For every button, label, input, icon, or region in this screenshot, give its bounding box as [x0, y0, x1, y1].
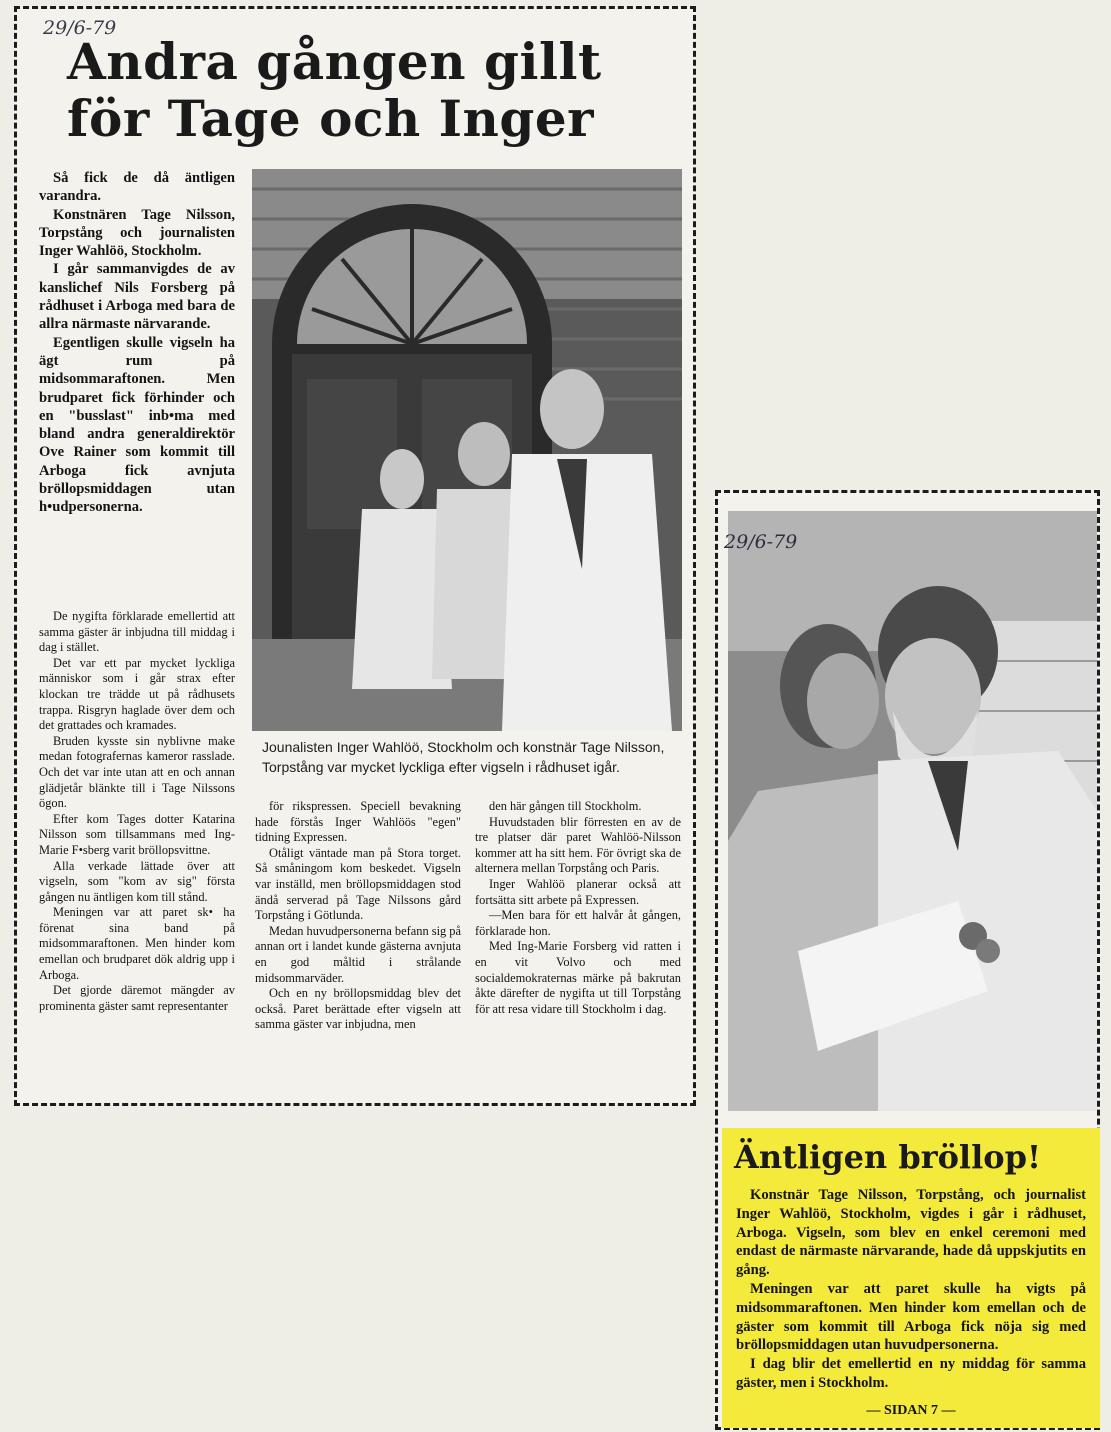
newspaper-clipping-article: [14, 6, 696, 1106]
couple-photo: [728, 511, 1097, 1111]
column-paragraph: Otåligt väntade man på Stora torget. Så småningom kom beskedet. Vigseln var inställd, men bröllopsmiddagen stod ändå serverad på Tage Nilssons gård Torpstång i Götlunda.: [255, 845, 461, 923]
notice-paragraph: I dag blir det emellertid en ny middag för samma gäster, men i Stockholm.: [736, 1356, 1086, 1391]
newspaper-clipping-notice: [715, 490, 1100, 1430]
column-paragraph: Alla verkade lättade över att vigseln, som "kom av sig" första gången nu äntligen kom till stånd.: [39, 858, 235, 904]
page-number: — SIDAN 7 —: [866, 1403, 956, 1418]
column-paragraph: De nygifta förklarade emellertid att samma gäster är inbjudna till middag i dag i stället.: [39, 609, 235, 655]
article-column-3: [475, 799, 681, 1017]
highlighted-notice-box: [722, 1128, 1100, 1428]
column-paragraph: den här gången till Stockholm.: [489, 799, 642, 813]
column-paragraph: —Men bara för ett halvår åt gången, förklarade hon.: [475, 908, 681, 938]
notice-paragraph: Konstnär Tage Nilsson, Torpstång, och journalist Inger Wahlöö, Stockholm, vigdes i går i rådhuset, Arboga. Vigseln, som blev en enkel ceremoni med endast de närmaste närvarande, hade då uppskjutits en gång.: [736, 1187, 1086, 1279]
handwritten-date: 29/6-79: [43, 17, 117, 39]
photo-caption: Jounalisten Inger Wahlöö, Stockholm och konstnär Tage Nilsson, Torpstång var mycket lyckliga efter vigseln i rådhuset igår.: [262, 739, 665, 775]
lede-paragraph: Egentligen skulle vigseln ha ägt rum på midsommaraftonen. Men brudparet fick förhinder och en "busslast" inb•ma med bland andra generaldirektör Ove Rainer som kommit till Arboga fick avnjuta bröllopsmiddagen utan h•udpersonerna.: [39, 334, 235, 516]
article-column-2: [255, 799, 461, 1033]
column-paragraph: Medan huvudpersonerna befann sig på annan ort i landet kunde gästerna avnjuta en god måltid i strålande midsommarväder.: [255, 923, 461, 985]
column-paragraph: Huvudstaden blir förresten en av de tre platser där paret Wahlöö-Nilsson kommer att ha sitt hem. För övrigt ska de alternera mellan Torpstång och Paris.: [475, 814, 681, 876]
lede-paragraph: Konstnären Tage Nilsson, Torpstång och journalisten Inger Wahlöö, Stockholm.: [39, 206, 235, 260]
notice-text: [736, 1186, 1086, 1393]
column-paragraph: för rikspressen. Speciell bevakning hade förstås Inger Wahlöös "egen" tidning Expressen.: [255, 799, 461, 845]
column-paragraph: Det var ett par mycket lyckliga människor som i går strax efter klockan tre trädde ut på rådhusets trappa. Risgryn haglade över dem och det grattades och kramades.: [39, 655, 235, 733]
column-paragraph: Med Ing-Marie Forsberg vid ratten i en vit Volvo och med socialdemokraternas märke på bakrutan åkte därefter de nygifta ut till Torpstång för att resa vidare till Stockholm i dag.: [475, 939, 681, 1016]
article-column-1: [39, 609, 235, 1014]
column-paragraph: Efter kom Tages dotter Katarina Nilsson som tillsammans med Ing-Marie F•sberg varit bröllopsvittne.: [39, 811, 235, 857]
column-paragraph: Meningen var att paret sk• ha förenat sina band på midsommaraftonen. Men hinder kom emellan och brudparet dök aldrig upp i Arboga.: [39, 905, 235, 982]
lede-paragraph: Så fick de då äntligen varandra.: [39, 170, 235, 205]
column-paragraph: Bruden kysste sin nyblivne make medan fotografernas kameror rasslade. Och det var inte utan att en och annan glädjetår blänkte till i Tage Nilssons ögon.: [39, 733, 235, 811]
lede-paragraph: I går sammanvigdes de av kanslichef Nils Forsberg på rådhuset i Arboga med bara de allra närmaste närvarande.: [39, 261, 235, 333]
article-headline: Andra gången gillt för Tage och Inger: [67, 32, 602, 148]
column-paragraph: Inger Wahlöö planerar också att fortsätta sitt arbete på Expressen.: [475, 876, 681, 907]
handwritten-date: 29/6-79: [724, 531, 798, 553]
article-lede: [39, 169, 235, 517]
column-paragraph: Det gjorde däremot mängder av prominenta gäster samt representanter: [39, 983, 235, 1013]
notice-headline: Äntligen bröllop!: [734, 1138, 1041, 1176]
notice-paragraph: Meningen var att paret skulle ha vigts på midsommaraftonen. Men hinder kom emellan och de gäster som kommit till Arboga fick nöja sig med bröllopsmiddagen utan huvudpersonerna.: [736, 1280, 1086, 1354]
wedding-photo: [252, 169, 682, 731]
column-paragraph: Och en ny bröllopsmiddag blev det också. Paret berättade efter vigseln att samma gäster var inbjudna, men: [255, 986, 461, 1032]
